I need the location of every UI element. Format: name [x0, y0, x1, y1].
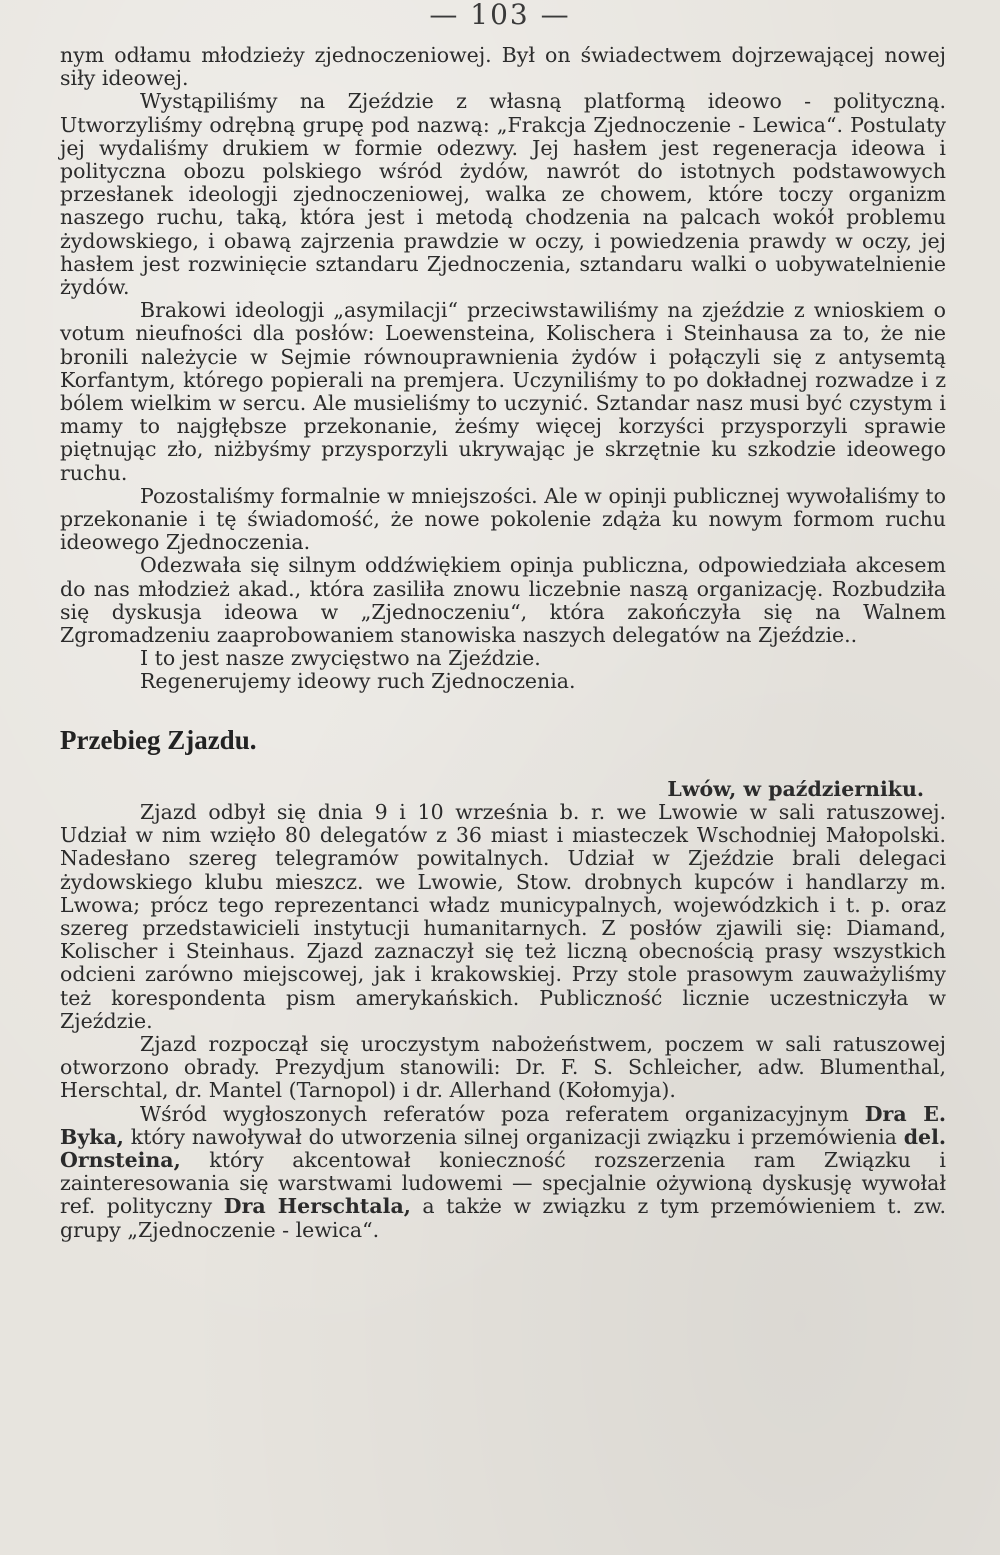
- paragraph-ideology: Brakowi ideologji „asymilacji“ przeciwstawiliśmy na zjeździe z wnioskiem o votum nieufności dla posłów: Loewensteina, Kolischera i Steinhausa za to, że nie bronili należycie w Sejmie równouprawnienia żydów i połączyli się z antysemtą Korfantym, którego popierali na premjera. Uczyniliśmy to po dokładnej rozwadze i z bólem wielkim w sercu. Ale musieliśmy to uczynić. Sztandar nasz musi być czystym i mamy to najgłębsze przekonanie, żeśmy więcej korzyści przysporzyli sprawie piętnując zło, niżbyśmy przysporzyli ukrywając je skrzętnie ku szkodzie ideowego ruchu.: [60, 298, 946, 485]
- closing-line-victory: I to jest nasze zwycięstwo na Zjeździe.: [140, 646, 541, 671]
- speeches-text-3: który akcentował konieczność rozszerzenia ram Związku i zainteresowania się warstwami ludowemi — specjalnie ożywioną dyskusję wywołał ref. polityczny: [60, 1147, 946, 1219]
- speaker-ornstein: del. Ornsteina,: [60, 1124, 946, 1172]
- speeches-text-4: a także w związku z tym przemówieniem t. zw. grupy „Zjednoczenie - lewica“.: [60, 1194, 946, 1242]
- paragraph-platform: Wystąpiliśmy na Zjeździe z własną platformą ideowo - polityczną. Utworzyliśmy odrębną grupę pod nazwą: „Frakcja Zjednoczenie - Lewica“. Postulaty jej wydaliśmy drukiem w formie odezwy. Jej hasłem jest regeneracja ideowa i polityczna obozu polskiego wśród żydów, nawrót do istotnych podstawowych przesłanek ideologji zjednoczeniowej, walka ze chowem, które toczy organizm naszego ruchu, taką, która jest i metodą chodzenia na palcach wokół problemu żydowskiego, i obawą zajrzenia prawdzie w oczy, i powiedzenia prawdy w oczy, jej hasłem jest rozwinięcie sztandaru Zjednoczenia, sztandaru walki o uobywatelnienie żydów.: [60, 89, 946, 300]
- paragraph-minority: Pozostaliśmy formalnie w mniejszości. Ale w opinji publicznej wywołaliśmy to przekonanie i tę świadomość, że nowe pokolenie zdąża ku nowym formom ruchu ideowego Zjednoczenia.: [60, 483, 946, 555]
- page-number: — 103 —: [429, 0, 571, 31]
- speaker-herschtal: Dra Herschtala,: [223, 1194, 411, 1219]
- paragraph-congress-details: Zjazd odbył się dnia 9 i 10 września b. r. we Lwowie w sali ratuszowej. Udział w nim wzięło 80 delegatów z 36 miast i miasteczek Wschodniej Małopolski. Nadesłano szereg telegramów powitalnych. Udział w Zjeździe brali delegaci żydowskiego klubu mieszcz. we Lwowie, Stow. drobnych kupców i handlarzy m. Lwowa; prócz tego reprezentanci władz municypalnych, wojewódzkich i t. p. oraz szereg przedstawicieli instytucji humanitarnych. Z posłów zjawili się: Diamand, Kolischer i Steinhaus. Zjazd zaznaczył się też liczną obecnością prasy wszystkich odcieni zarówno miejscowej, jak i krakowskiej. Przy stole prasowym zauważyliśmy też korespondenta pism amerykańskich. Publiczność licznie uczestniczyła w Zjeździe.: [60, 799, 946, 1033]
- closing-line-regeneration: Regenerujemy ideowy ruch Zjednoczenia.: [140, 669, 576, 694]
- speaker-byk: Dra E. Byka,: [60, 1101, 946, 1149]
- page-content: [60, 44, 946, 1242]
- paragraph-continuation: nym odłamu młodzieży zjednoczeniowej. Był on świadectwem dojrzewającej nowej siły ideowej.: [60, 43, 946, 91]
- section-heading: Przebieg Zjazdu.: [60, 724, 257, 755]
- speeches-text-2: który nawoływał do utworzenia silnej organizacji związku i przemówienia: [130, 1124, 897, 1149]
- paragraph-public-opinion: Odezwała się silnym oddźwiękiem opinja publiczna, odpowiedziała akcesem do nas młodzież akad., która zasiliła znowu liczebnie naszą organizację. Rozbudziła się dyskusja ideowa w „Zjednoczeniu“, która zakończyła się na Walnem Zgromadzeniu zaaprobowaniem stanowiska naszych delegatów na Zjeździe..: [60, 553, 946, 648]
- dateline: Lwów, w październiku.: [667, 776, 924, 801]
- paragraph-speeches: [60, 1103, 946, 1242]
- speeches-text-1: Wśród wygłoszonych referatów poza referatem organizacyjnym: [140, 1101, 849, 1126]
- paragraph-congress-opening: Zjazd rozpoczął się uroczystym nabożeństwem, poczem w sali ratuszowej otworzono obrady. Prezydjum stanowili: Dr. F. S. Schleicher, adw. Blumenthal, Herschtal, dr. Mantel (Tarnopol) i dr. Allerhand (Kołomyja).: [60, 1031, 946, 1103]
